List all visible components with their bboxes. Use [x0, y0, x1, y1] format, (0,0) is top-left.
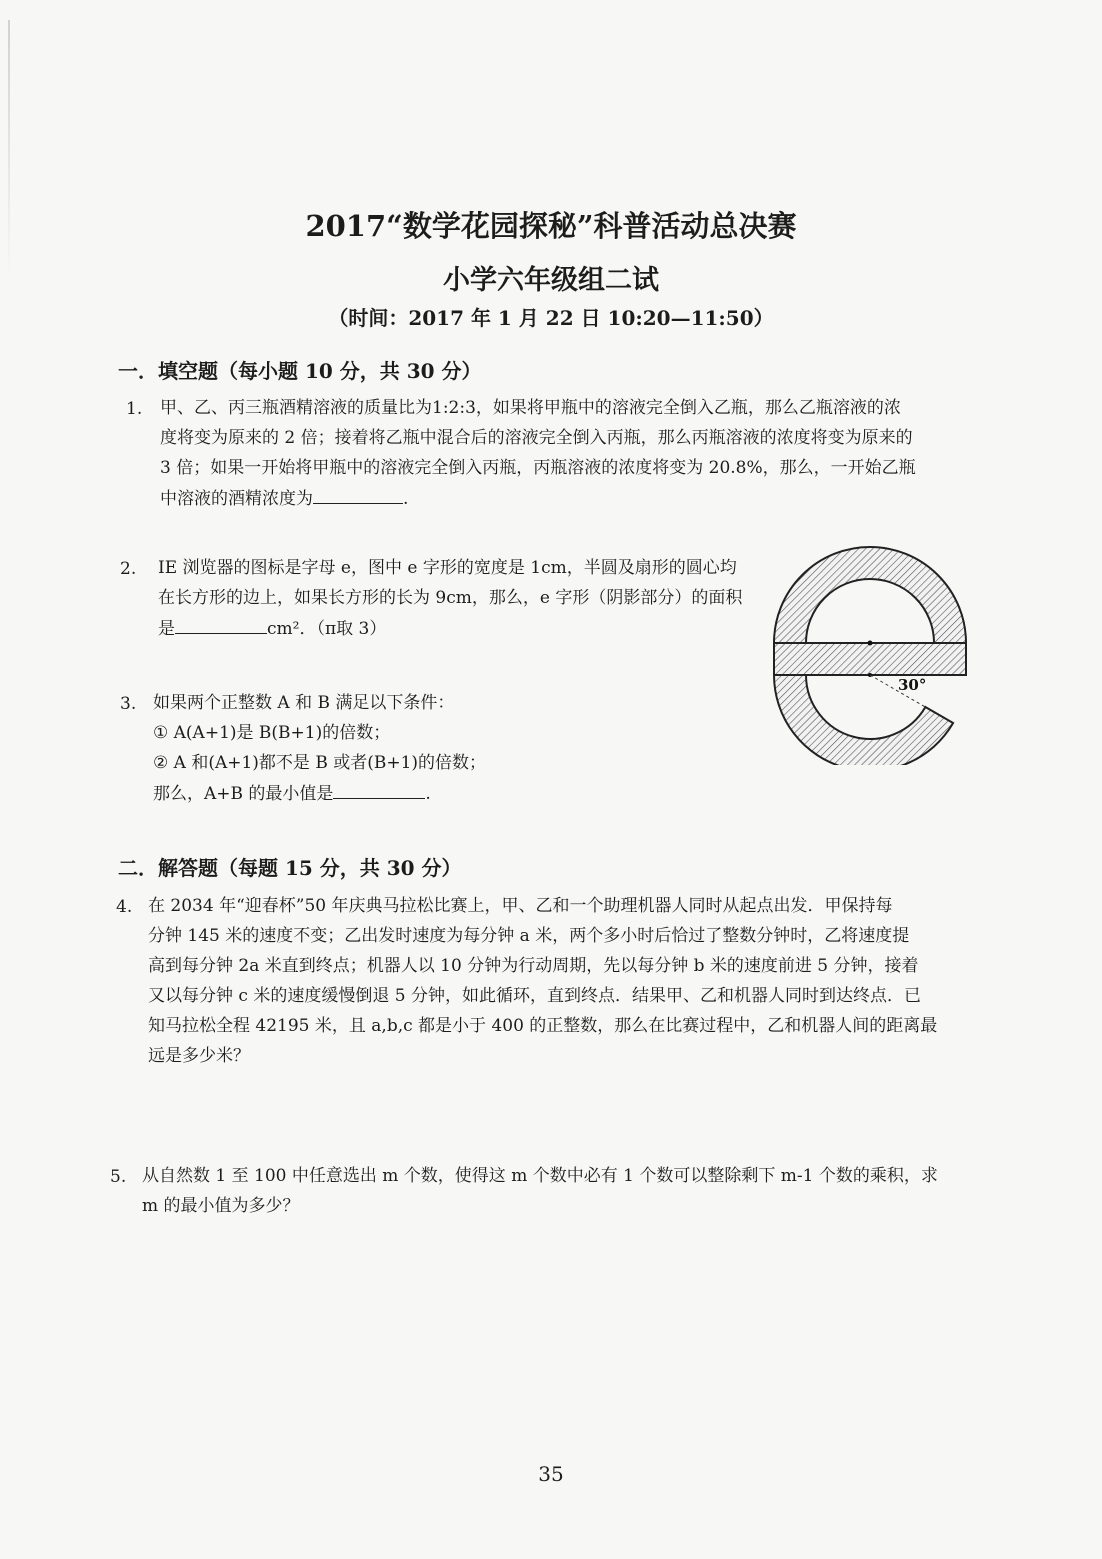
exam-time: （时间：2017 年 1 月 22 日 10:20—11:50） [328, 306, 774, 330]
semicircle-center-dot [868, 641, 873, 646]
section-heading-answers: 二．解答题（每题 15 分，共 30 分） [118, 856, 462, 880]
page-title: 2017“数学花园探秘”科普活动总决赛 [305, 209, 797, 243]
question-2: IE 浏览器的图标是字母 e，图中 e 字形的宽度是 1cm，半圆及扇形的圆心均 在长方形的边上，如果长方形的长为 9cm，那么，e 字形（阴影部分）的面积 是 cm²．（π取 3） [158, 558, 743, 639]
angle-label: 30° [898, 676, 927, 694]
question-number: 3. [120, 694, 137, 714]
question-number: 1. [126, 399, 143, 419]
question-3: 如果两个正整数 A 和 B 满足以下条件： ① A(A+1)是 B(B+1)的倍数； ② A 和(A+1)都不是 B 或者(B+1)的倍数； 那么，A+B 的最小值是 . [153, 693, 487, 804]
question-number: 2. [120, 559, 137, 579]
question-4: 在 2034 年“迎春杯”50 年庆典马拉松比赛上，甲、乙和一个助理机器人同时从起点出发．甲保持每 分钟 145 米的速度不变；乙出发时速度为每分钟 a 米，两个多小时后恰过了整数分钟时，乙将速度提 高到每分钟 2a 米直到终点；机器人以 10 分钟为行动周期，先以每分钟 b 米的速度前进 5 分钟，接着 又以每分钟 c 米的速度缓慢倒退 5 分钟，如此循环，直到终点．结果甲、乙和机器人同时到达终点．已 知马拉松全程 42195 米，且 a,b,c 都是小于 400 的正整数，那么在比赛过程中，乙和机器人间的距离最 远是多少米？ [148, 896, 938, 1066]
question-number: 4. [116, 897, 133, 917]
question-5: 从自然数 1 至 100 中任意选出 m 个数，使得这 m 个数中必有 1 个数可以整除剩下 m-1 个数的乘积，求 m 的最小值为多少？ [142, 1166, 938, 1216]
e-shape-diagram [770, 545, 970, 765]
page-number: 35 [538, 1462, 564, 1486]
ie-logo-figure [770, 545, 970, 769]
answer-blank [175, 613, 267, 634]
middle-rectangle [774, 643, 966, 675]
answer-blank [313, 483, 403, 504]
section-heading-fill-in: 一．填空题（每小题 10 分，共 30 分） [118, 359, 482, 383]
answer-blank [333, 778, 425, 799]
question-number: 5. [110, 1167, 127, 1187]
page-subtitle: 小学六年级组二试 [443, 265, 659, 296]
upper-semicircle-ring [774, 547, 966, 643]
question-1: 甲、乙、丙三瓶酒精溶液的质量比为1:2:3，如果将甲瓶中的溶液完全倒入乙瓶，那么乙瓶溶液的浓 度将变为原来的 2 倍；接着将乙瓶中混合后的溶液完全倒入丙瓶，那么丙瓶溶液的浓度将变为原来的 3 倍；如果一开始将甲瓶中的溶液完全倒入丙瓶，丙瓶溶液的浓度将变为 20.8%，那么，一开始乙瓶 中溶液的酒精浓度为 . [160, 398, 916, 509]
